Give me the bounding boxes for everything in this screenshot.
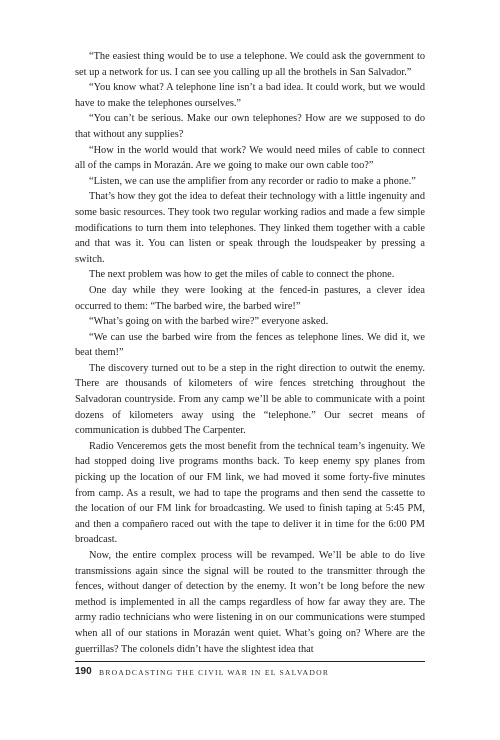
paragraph: “You can’t be serious. Make our own telephones? How are we supposed to do that without any supplies? bbox=[75, 113, 425, 140]
paragraph: “You know what? A telephone line isn’t a bad idea. It could work, but we would have to make the telephones ourselves.” bbox=[75, 82, 425, 109]
paragraph: “The easiest thing would be to use a telephone. We could ask the government to set up a network for us. I can see you calling up all the brothels in San Salvador.” bbox=[75, 51, 425, 78]
paragraph: “What’s going on with the barbed wire?” everyone asked. bbox=[89, 316, 329, 328]
paragraph: “How in the world would that work? We would need miles of cable to connect all of the camps in Morazán. Are we going to make our own cable too?” bbox=[75, 144, 425, 172]
page-body bbox=[75, 49, 425, 657]
paragraph: Now, the entire complex process will be revamped. We’ll be able to do live transmissions again since the signal will be routed to the transmitter through the fences, without danger of detection by the enemy. It won’t be long before the new method is implemented in all the camps regardless of how far away they are. The army radio technicians who were listening in on our communications were stumped when all of our stations in Morazán went quiet. What’s going on? Where are the guerrillas? The colonels didn’t have the slightest idea that bbox=[75, 550, 425, 655]
paragraph: The discovery turned out to be a step in the right direction to outwit the enemy. There are thousands of kilometers of wire fences stretching throughout the Salvadoran countryside. From any camp we’ll be able to communicate with a point dozens of kilometers away using the “telephone.” Our secret means of communication is dubbed The Carpenter. bbox=[75, 362, 425, 437]
running-head: BROADCASTING THE CIVIL WAR IN EL SALVADOR bbox=[99, 668, 330, 677]
footer-rule bbox=[75, 661, 425, 662]
paragraph: “We can use the barbed wire from the fences as telephone lines. We did it, we beat them!” bbox=[75, 331, 425, 359]
page-number: 190 bbox=[75, 666, 92, 677]
paragraph: That’s how they got the idea to defeat their technology with a little ingenuity and some basic resources. They took two regular working radios and made a few simple modifications to turn them into telephones. They linked them together with a cable and that was it. You can listen or speak through the loudspeaker by pressing a switch. bbox=[75, 191, 425, 265]
paragraph: Radio Venceremos gets the most benefit from the technical team’s ingenuity. We had stopped doing live programs months back. To keep enemy spy planes from picking up the location of our FM link, we had moved it some forty-five minutes from camp. As a result, we had to tape the programs and then send the cassette to the location of our FM link for broadcasting. We used to finish taping at 5:45 PM, and then a compañero raced out with the tape to deliver it in time for the 6:00 PM broadcast. bbox=[75, 440, 425, 546]
paragraph: “Listen, we can use the amplifier from any recorder or radio to make a phone.” bbox=[89, 175, 416, 187]
paragraph: The next problem was how to get the miles of cable to connect the phone. bbox=[89, 269, 395, 281]
paragraph: One day while they were looking at the fenced-in pastures, a clever idea occurred to them: “The barbed wire, the barbed wire!” bbox=[75, 284, 425, 312]
